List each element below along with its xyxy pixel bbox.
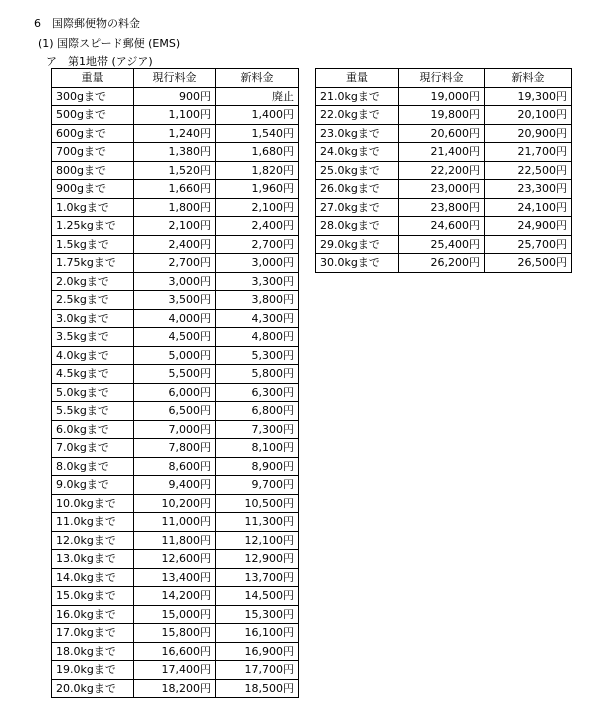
table-row <box>52 180 299 199</box>
new-rate-cell: 3,800円 <box>216 291 299 310</box>
new-rate-cell: 12,900円 <box>216 550 299 569</box>
weight-cell: 20.0kgまで <box>52 679 134 698</box>
current-rate-cell: 21,400円 <box>399 143 485 162</box>
current-rate-cell: 4,500円 <box>134 328 216 347</box>
weight-cell: 700gまで <box>52 143 134 162</box>
table-row <box>52 587 299 606</box>
new-rate-cell: 2,700円 <box>216 235 299 254</box>
table-row <box>52 661 299 680</box>
new-rate-cell: 23,300円 <box>485 180 572 199</box>
weight-cell: 15.0kgまで <box>52 587 134 606</box>
current-rate-cell: 11,000円 <box>134 513 216 532</box>
table-row <box>52 309 299 328</box>
current-rate-cell: 17,400円 <box>134 661 216 680</box>
current-rate-cell: 2,400円 <box>134 235 216 254</box>
table-row <box>52 124 299 143</box>
table-row <box>52 457 299 476</box>
current-rate-cell: 9,400円 <box>134 476 216 495</box>
weight-cell: 25.0kgまで <box>316 161 399 180</box>
current-rate-cell: 2,100円 <box>134 217 216 236</box>
weight-cell: 17.0kgまで <box>52 624 134 643</box>
current-rate-cell: 23,000円 <box>399 180 485 199</box>
weight-cell: 6.0kgまで <box>52 420 134 439</box>
new-rate-cell: 16,100円 <box>216 624 299 643</box>
table-row <box>52 365 299 384</box>
weight-cell: 1.25kgまで <box>52 217 134 236</box>
current-rate-cell: 15,000円 <box>134 605 216 624</box>
current-rate-cell: 20,600円 <box>399 124 485 143</box>
current-rate-cell: 1,800円 <box>134 198 216 217</box>
section-title: 6 国際郵便物の料金 <box>34 17 140 30</box>
current-rate-cell: 11,800円 <box>134 531 216 550</box>
table-row <box>52 106 299 125</box>
table-row <box>52 198 299 217</box>
current-rate-cell: 7,000円 <box>134 420 216 439</box>
new-rate-cell: 3,000円 <box>216 254 299 273</box>
current-rate-cell: 14,200円 <box>134 587 216 606</box>
current-rate-cell: 23,800円 <box>399 198 485 217</box>
new-rate-cell: 廃止 <box>216 87 299 106</box>
new-rate-cell: 18,500円 <box>216 679 299 698</box>
zone-title: ア 第1地帯 (アジア) <box>46 55 153 68</box>
new-rate-cell: 24,900円 <box>485 217 572 236</box>
weight-cell: 500gまで <box>52 106 134 125</box>
rate-table-left <box>51 68 299 698</box>
weight-cell: 30.0kgまで <box>316 254 399 273</box>
new-rate-cell: 10,500円 <box>216 494 299 513</box>
new-rate-cell: 1,820円 <box>216 161 299 180</box>
table-row <box>52 568 299 587</box>
current-rate-cell: 18,200円 <box>134 679 216 698</box>
current-rate-cell: 19,000円 <box>399 87 485 106</box>
table-row <box>52 87 299 106</box>
table-header-row <box>316 69 572 88</box>
weight-cell: 3.5kgまで <box>52 328 134 347</box>
current-rate-cell: 900円 <box>134 87 216 106</box>
new-rate-cell: 5,300円 <box>216 346 299 365</box>
table-row <box>316 161 572 180</box>
table-row <box>316 106 572 125</box>
table-row <box>52 476 299 495</box>
weight-cell: 5.0kgまで <box>52 383 134 402</box>
weight-cell: 7.0kgまで <box>52 439 134 458</box>
table-row <box>52 531 299 550</box>
current-rate-cell: 24,600円 <box>399 217 485 236</box>
rate-table-right <box>315 68 572 273</box>
header-new-rate: 新料金 <box>485 69 572 88</box>
table-header-row <box>52 69 299 88</box>
new-rate-cell: 7,300円 <box>216 420 299 439</box>
table-row <box>52 143 299 162</box>
new-rate-cell: 4,300円 <box>216 309 299 328</box>
weight-cell: 800gまで <box>52 161 134 180</box>
new-rate-cell: 12,100円 <box>216 531 299 550</box>
new-rate-cell: 1,540円 <box>216 124 299 143</box>
new-rate-cell: 2,100円 <box>216 198 299 217</box>
current-rate-cell: 10,200円 <box>134 494 216 513</box>
current-rate-cell: 16,600円 <box>134 642 216 661</box>
new-rate-cell: 1,960円 <box>216 180 299 199</box>
new-rate-cell: 21,700円 <box>485 143 572 162</box>
header-new-rate: 新料金 <box>216 69 299 88</box>
weight-cell: 18.0kgまで <box>52 642 134 661</box>
weight-cell: 19.0kgまで <box>52 661 134 680</box>
weight-cell: 21.0kgまで <box>316 87 399 106</box>
new-rate-cell: 13,700円 <box>216 568 299 587</box>
table-row <box>52 642 299 661</box>
table-row <box>316 235 572 254</box>
weight-cell: 4.5kgまで <box>52 365 134 384</box>
new-rate-cell: 11,300円 <box>216 513 299 532</box>
new-rate-cell: 5,800円 <box>216 365 299 384</box>
weight-cell: 5.5kgまで <box>52 402 134 421</box>
weight-cell: 2.0kgまで <box>52 272 134 291</box>
new-rate-cell: 6,300円 <box>216 383 299 402</box>
current-rate-cell: 19,800円 <box>399 106 485 125</box>
current-rate-cell: 7,800円 <box>134 439 216 458</box>
weight-cell: 14.0kgまで <box>52 568 134 587</box>
table-row <box>52 402 299 421</box>
table-row <box>52 217 299 236</box>
table-row <box>52 420 299 439</box>
table-row <box>52 272 299 291</box>
new-rate-cell: 6,800円 <box>216 402 299 421</box>
new-rate-cell: 20,900円 <box>485 124 572 143</box>
weight-cell: 600gまで <box>52 124 134 143</box>
table-row <box>316 87 572 106</box>
new-rate-cell: 26,500円 <box>485 254 572 273</box>
table-row <box>52 235 299 254</box>
header-weight: 重量 <box>316 69 399 88</box>
table-row <box>52 624 299 643</box>
weight-cell: 24.0kgまで <box>316 143 399 162</box>
current-rate-cell: 4,000円 <box>134 309 216 328</box>
current-rate-cell: 1,520円 <box>134 161 216 180</box>
weight-cell: 1.5kgまで <box>52 235 134 254</box>
new-rate-cell: 22,500円 <box>485 161 572 180</box>
table-row <box>52 679 299 698</box>
weight-cell: 1.75kgまで <box>52 254 134 273</box>
current-rate-cell: 5,500円 <box>134 365 216 384</box>
weight-cell: 8.0kgまで <box>52 457 134 476</box>
table-row <box>316 124 572 143</box>
subsection-title: (1) 国際スピード郵便 (EMS) <box>38 37 181 50</box>
table-row <box>52 383 299 402</box>
weight-cell: 13.0kgまで <box>52 550 134 569</box>
weight-cell: 1.0kgまで <box>52 198 134 217</box>
current-rate-cell: 6,000円 <box>134 383 216 402</box>
table-row <box>52 161 299 180</box>
new-rate-cell: 9,700円 <box>216 476 299 495</box>
header-current-rate: 現行料金 <box>399 69 485 88</box>
weight-cell: 2.5kgまで <box>52 291 134 310</box>
weight-cell: 10.0kgまで <box>52 494 134 513</box>
table-row <box>316 217 572 236</box>
current-rate-cell: 25,400円 <box>399 235 485 254</box>
new-rate-cell: 2,400円 <box>216 217 299 236</box>
weight-cell: 28.0kgまで <box>316 217 399 236</box>
weight-cell: 27.0kgまで <box>316 198 399 217</box>
new-rate-cell: 14,500円 <box>216 587 299 606</box>
weight-cell: 900gまで <box>52 180 134 199</box>
weight-cell: 3.0kgまで <box>52 309 134 328</box>
table-row <box>52 550 299 569</box>
table-row <box>316 254 572 273</box>
weight-cell: 26.0kgまで <box>316 180 399 199</box>
header-current-rate: 現行料金 <box>134 69 216 88</box>
new-rate-cell: 20,100円 <box>485 106 572 125</box>
table-row <box>316 180 572 199</box>
weight-cell: 300gまで <box>52 87 134 106</box>
header-weight: 重量 <box>52 69 134 88</box>
table-row <box>52 346 299 365</box>
new-rate-cell: 1,400円 <box>216 106 299 125</box>
weight-cell: 9.0kgまで <box>52 476 134 495</box>
new-rate-cell: 25,700円 <box>485 235 572 254</box>
new-rate-cell: 4,800円 <box>216 328 299 347</box>
current-rate-cell: 8,600円 <box>134 457 216 476</box>
table-row <box>316 143 572 162</box>
new-rate-cell: 15,300円 <box>216 605 299 624</box>
new-rate-cell: 1,680円 <box>216 143 299 162</box>
current-rate-cell: 1,380円 <box>134 143 216 162</box>
current-rate-cell: 22,200円 <box>399 161 485 180</box>
table-row <box>52 439 299 458</box>
table-row <box>316 198 572 217</box>
new-rate-cell: 24,100円 <box>485 198 572 217</box>
weight-cell: 29.0kgまで <box>316 235 399 254</box>
current-rate-cell: 13,400円 <box>134 568 216 587</box>
weight-cell: 23.0kgまで <box>316 124 399 143</box>
weight-cell: 22.0kgまで <box>316 106 399 125</box>
current-rate-cell: 15,800円 <box>134 624 216 643</box>
current-rate-cell: 1,100円 <box>134 106 216 125</box>
new-rate-cell: 16,900円 <box>216 642 299 661</box>
current-rate-cell: 2,700円 <box>134 254 216 273</box>
new-rate-cell: 8,900円 <box>216 457 299 476</box>
weight-cell: 16.0kgまで <box>52 605 134 624</box>
current-rate-cell: 3,000円 <box>134 272 216 291</box>
current-rate-cell: 6,500円 <box>134 402 216 421</box>
table-row <box>52 254 299 273</box>
weight-cell: 4.0kgまで <box>52 346 134 365</box>
new-rate-cell: 8,100円 <box>216 439 299 458</box>
current-rate-cell: 1,240円 <box>134 124 216 143</box>
table-row <box>52 494 299 513</box>
current-rate-cell: 5,000円 <box>134 346 216 365</box>
current-rate-cell: 26,200円 <box>399 254 485 273</box>
new-rate-cell: 3,300円 <box>216 272 299 291</box>
table-row <box>52 605 299 624</box>
weight-cell: 12.0kgまで <box>52 531 134 550</box>
new-rate-cell: 17,700円 <box>216 661 299 680</box>
table-row <box>52 513 299 532</box>
current-rate-cell: 3,500円 <box>134 291 216 310</box>
current-rate-cell: 12,600円 <box>134 550 216 569</box>
weight-cell: 11.0kgまで <box>52 513 134 532</box>
new-rate-cell: 19,300円 <box>485 87 572 106</box>
table-row <box>52 291 299 310</box>
current-rate-cell: 1,660円 <box>134 180 216 199</box>
table-row <box>52 328 299 347</box>
